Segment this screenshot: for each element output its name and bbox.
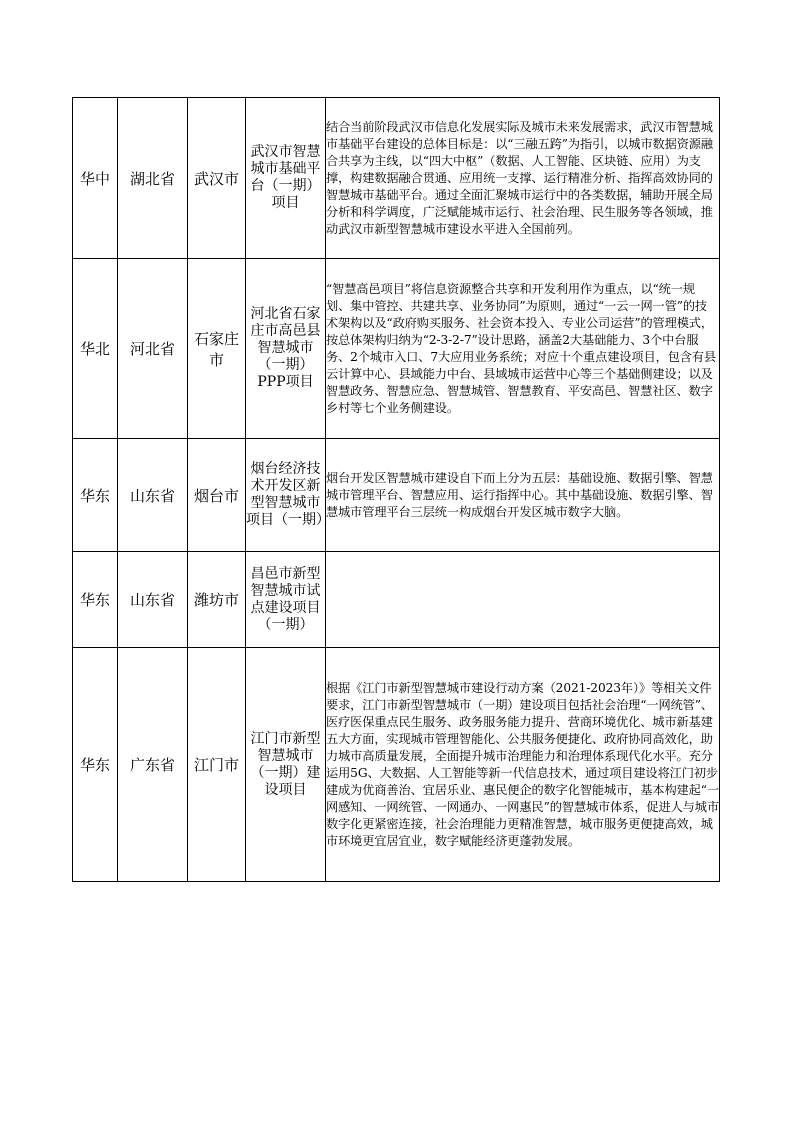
- region-cell: 华东: [73, 648, 118, 882]
- city-cell: 石家庄市: [188, 259, 246, 439]
- project-name-cell: 昌邑市新型智慧城市试点建设项目（一期）: [246, 552, 326, 648]
- table-row: [73, 648, 720, 882]
- city-cell: 烟台市: [188, 439, 246, 552]
- project-description-cell: [326, 552, 720, 648]
- province-cell: 山东省: [118, 439, 188, 552]
- table-row: [73, 259, 720, 439]
- table-row: [73, 552, 720, 648]
- project-name-cell: 江门市新型智慧城市（一期）建设项目: [246, 648, 326, 882]
- table-row: [73, 98, 720, 259]
- region-cell: 华北: [73, 259, 118, 439]
- project-name-cell: 河北省石家庄市高邑县智慧城市（一期）PPP项目: [246, 259, 326, 439]
- province-cell: 广东省: [118, 648, 188, 882]
- project-description-cell: 根据《江门市新型智慧城市建设行动方案（2021-2023年）》等相关文件要求，江门市新型智慧城市（一期）建设项目包括社会治理“一网统管”、医疗医保重点民生服务、政务服务能力提升、营商环境优化、城市新基建五大方面，实现城市管理智能化、公共服务便捷化、政府协同高效化，助力城市高质量发展，全面提升城市治理能力和治理体系现代化水平。充分运用5G、大数据、人工智能等新一代信息技术，通过项目建设将江门初步建成为优商善治、宜居乐业、惠民便企的数字化智能城市，基本构建起“一网感知、一网统管、一网通办、一网惠民”的智慧城市体系，促进人与城市数字化更紧密连接，社会治理能力更精准智慧，城市服务更便捷高效，城市环境更宜居宜业，数字赋能经济更蓬勃发展。: [326, 648, 720, 882]
- project-description-cell: 烟台开发区智慧城市建设自下而上分为五层：基础设施、数据引擎、智慧城市管理平台、智慧应用、运行指挥中心。其中基础设施、数据引擎、智慧城市管理平台三层统一构成烟台开发区城市数字大脑。: [326, 439, 720, 552]
- project-name-cell: 烟台经济技术开发区新型智慧城市项目（一期）: [246, 439, 326, 552]
- projects-table: [72, 97, 720, 882]
- city-cell: 潍坊市: [188, 552, 246, 648]
- project-description-cell: “智慧高邑项目”将信息资源整合共享和开发利用作为重点，以“统一规划、集中管控、共建共享、业务协同”为原则，通过“一云一网一管”的技术架构以及“政府购买服务、社会资本投入、专业公司运营”的管理模式，按总体架构归纳为“2-3-2-7”设计思路，涵盖2大基础能力、3个中台服务、2个城市入口、7大应用业务系统；对应十个重点建设项目，包含有县云计算中心、县域能力中台、县域城市运营中心等三个基础侧建设；以及智慧政务、智慧应急、智慧城管、智慧教育、平安高邑、智慧社区、数字乡村等七个业务侧建设。: [326, 259, 720, 439]
- region-cell: 华东: [73, 552, 118, 648]
- city-cell: 武汉市: [188, 98, 246, 259]
- table-row: [73, 439, 720, 552]
- province-cell: 山东省: [118, 552, 188, 648]
- project-description-cell: 结合当前阶段武汉市信息化发展实际及城市未来发展需求，武汉市智慧城市基础平台建设的总体目标是：以“三融五跨”为指引，以城市数据资源融合共享为主线，以“四大中枢”（数据、人工智能、区块链、应用）为支撑，构建数据融合贯通、应用统一支撑、运行精准分析、指挥高效协同的智慧城市基础平台。通过全面汇聚城市运行中的各类数据，辅助开展全局分析和科学调度，广泛赋能城市运行、社会治理、民生服务等各领域，推动武汉市新型智慧城市建设水平进入全国前列。: [326, 98, 720, 259]
- region-cell: 华中: [73, 98, 118, 259]
- region-cell: 华东: [73, 439, 118, 552]
- city-cell: 江门市: [188, 648, 246, 882]
- province-cell: 河北省: [118, 259, 188, 439]
- project-name-cell: 武汉市智慧城市基础平台（一期）项目: [246, 98, 326, 259]
- province-cell: 湖北省: [118, 98, 188, 259]
